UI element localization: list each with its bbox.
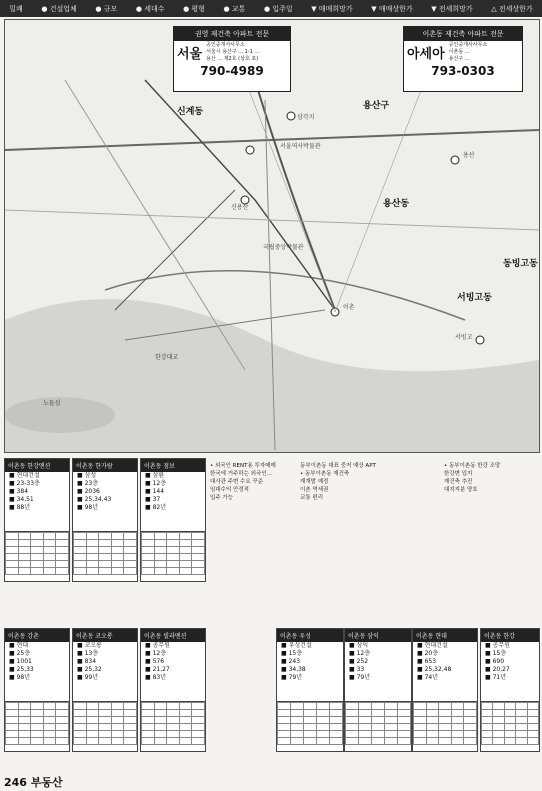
listing-card-title: 이촌동 한강 (481, 629, 539, 642)
ad-right-name: 아세아 (407, 47, 445, 62)
listing-card-row: ■ 83년 (145, 674, 167, 681)
price-table (345, 701, 411, 745)
listing-card (72, 628, 138, 752)
price-table (5, 701, 69, 745)
listing-card-title: 이촌동 코오롱 (73, 629, 137, 642)
text-line: 재개발 예정 (300, 479, 329, 485)
listing-card-row: ■ 23층 (77, 480, 99, 487)
listing-card-row: ■ 삼환 (145, 472, 165, 479)
text-line: 재건축 추진 (444, 479, 473, 485)
listing-card-title: 이촌동 점보 (141, 459, 205, 472)
listing-card (140, 628, 206, 752)
text-line: 동부이촌동 대표 중저 예상 APT (300, 463, 376, 469)
listing-card-title: 이촌동 현대 (413, 629, 477, 642)
listing-card-title: 이촌동 한강맨션 (5, 459, 69, 472)
listing-card-row: ■ 98년 (77, 504, 99, 511)
listing-card-row: ■ 23-33층 (9, 480, 40, 487)
listing-card-row: ■ 88년 (9, 504, 31, 511)
listing-card-row: ■ 삼익 (349, 642, 369, 649)
price-table (141, 701, 205, 745)
listing-card-row: ■ 243 (281, 658, 301, 665)
ad-right-header: 이촌동 재건축 아파트 전문 (404, 27, 522, 41)
label-s4: 용산 (463, 152, 475, 159)
listing-card-row: ■ 공무원 (485, 642, 510, 649)
label-area2: 용산구 (363, 101, 390, 111)
listing-card (480, 628, 540, 752)
listing-card-row: ■ 98년 (9, 674, 31, 681)
listing-card (344, 628, 412, 752)
text-line: 입주 가능 (210, 495, 234, 501)
ad-left (173, 26, 291, 92)
listing-card-row: ■ 252 (349, 658, 369, 665)
label-s2: 신용산 (231, 204, 249, 211)
label-area4: 서빙고동 (457, 293, 492, 303)
listing-card-title: 이촌동 삼익 (345, 629, 411, 642)
text-column (210, 462, 296, 502)
ad-right-line2: 용산구 ... (448, 56, 470, 62)
text-line: 대사관 주변 수요 꾸준 (210, 479, 264, 485)
nav-item: ● 교통 (223, 4, 246, 13)
nav-item: △ 전세상한가 (491, 4, 533, 13)
price-table (481, 701, 539, 745)
ad-left-header: 권영 재건축 아파트 전문 (174, 27, 290, 41)
listing-card-row: ■ 653 (417, 658, 437, 665)
nav-item: ▼ 매매상한가 (371, 4, 413, 13)
listing-card-title: 이촌동 우성 (277, 629, 343, 642)
ad-right-line1: 이촌동 ... (448, 49, 470, 55)
label-s7: 국립중앙박물관 (263, 244, 304, 251)
nav-item: ▼ 매매희망가 (311, 4, 353, 13)
listing-card-row: ■ 2036 (77, 488, 100, 495)
price-table (73, 701, 137, 745)
label-s1: 삼각지 (297, 114, 315, 121)
listing-card-row: ■ 12층 (349, 650, 371, 657)
ad-right-sub: 공인중개사사무소 (448, 42, 488, 48)
listing-card-row: ■ 834 (77, 658, 97, 665)
label-area7: 노들섬 (43, 400, 61, 407)
listing-card-row: ■ 코오롱 (77, 642, 102, 649)
listing-card-row: ■ 33 (349, 666, 365, 673)
listing-card-row: ■ 576 (145, 658, 165, 665)
listing-card-row: ■ 34,38 (281, 666, 306, 673)
listing-card-row: ■ 34,51 (9, 496, 34, 503)
nav-item: ● 평형 (183, 4, 205, 13)
label-s5: 한강대교 (155, 354, 179, 361)
text-line: 교통 편리 (300, 495, 324, 501)
listing-card-row: ■ 37 (145, 496, 161, 503)
listing-card-row: ■ 공무원 (145, 642, 170, 649)
ad-left-phone: 790-4989 (200, 64, 264, 78)
listing-card (412, 628, 478, 752)
listing-card-row: ■ 25,33 (9, 666, 34, 673)
nav-item: ● 규모 (95, 4, 118, 13)
text-line: 대지지분 양호 (444, 487, 478, 493)
listing-card-row: ■ 99년 (77, 674, 99, 681)
listing-card (276, 628, 344, 752)
location-map (4, 19, 540, 453)
text-line: 한국에 거주하는 외국인... (210, 471, 272, 477)
listing-card-row: ■ 20층 (417, 650, 439, 657)
listing-card-row: ■ 현대건설 (417, 642, 448, 649)
page-footer: 246 부동산 (4, 776, 63, 789)
listing-card-row: ■ 20,27 (485, 666, 510, 673)
nav-item: ● 입주일 (263, 4, 293, 13)
listing-card-row: ■ 15층 (281, 650, 303, 657)
top-nav (0, 0, 542, 17)
price-table (73, 531, 137, 575)
text-line: • 동부이촌동 한강 조망 (444, 463, 501, 469)
listing-card-title: 이촌동 빌라맨션 (141, 629, 205, 642)
listing-card-row: ■ 15층 (485, 650, 507, 657)
listing-card (72, 458, 138, 582)
listing-card-row: ■ 삼성 (77, 472, 97, 479)
text-line: 한강변 입지 (444, 471, 473, 477)
listing-card-row: ■ 79년 (349, 674, 371, 681)
text-line: 임대수익 안정적 (210, 487, 249, 493)
listing-card-row: ■ 12층 (145, 480, 167, 487)
text-line: • 동부이촌동 재건축 (300, 471, 350, 477)
ad-left-line2: 용산 ... 제2호 (상호 포) (206, 56, 259, 62)
ad-left-name: 서울 (177, 47, 203, 62)
label-area1: 신계동 (177, 107, 204, 117)
listing-card-row: ■ 384 (9, 488, 29, 495)
listing-card-row: ■ 25,32 (77, 666, 102, 673)
listing-card-row: ■ 현대건설 (9, 472, 40, 479)
listing-card-row: ■ 현대 (9, 642, 29, 649)
price-table (413, 701, 477, 745)
listing-card-title: 이촌동 한가람 (73, 459, 137, 472)
text-line: • 외국인 RENT용 투자매매 (210, 463, 276, 469)
text-column (300, 462, 386, 502)
price-table (277, 701, 343, 745)
listing-card (140, 458, 206, 582)
ad-left-line1: 서울시 용산구 ... 1-1 ... (206, 49, 260, 55)
label-s3: 서빙고 (455, 334, 473, 341)
ad-right-phone: 793-0303 (431, 64, 495, 78)
text-column (444, 462, 530, 494)
listing-card-row: ■ 21,27 (145, 666, 170, 673)
listing-card-row: ■ 우성건설 (281, 642, 312, 649)
listing-card-row: ■ 25층 (9, 650, 31, 657)
nav-item: 밀쾌 (9, 4, 23, 13)
listing-card-row: ■ 1001 (9, 658, 32, 665)
listing-card-row: ■ 25,34,43 (77, 496, 112, 503)
listing-card-row: ■ 79년 (281, 674, 303, 681)
listing-card-row: ■ 71년 (485, 674, 507, 681)
label-area3: 용산동 (383, 199, 410, 209)
listing-card-row: ■ 690 (485, 658, 505, 665)
nav-item: ▼ 전세희망가 (431, 4, 473, 13)
label-area6: 이촌 (343, 304, 355, 311)
listing-card-row: ■ 82년 (145, 504, 167, 511)
label-area5: 동빙고동 (503, 259, 538, 269)
nav-item: ● 세대수 (135, 4, 165, 13)
price-table (5, 531, 69, 575)
listing-card-row: ■ 12층 (145, 650, 167, 657)
nav-item: ● 건설업체 (41, 4, 77, 13)
listing-card-row: ■ 144 (145, 488, 165, 495)
text-line: 이촌 역세권 (300, 487, 329, 493)
listing-card-row: ■ 74년 (417, 674, 439, 681)
ad-left-sub: 공인중개사사무소 (206, 42, 245, 48)
ad-right (403, 26, 523, 92)
listing-card-row: ■ 13층 (77, 650, 99, 657)
listing-card-title: 이촌동 강촌 (5, 629, 69, 642)
listing-card (4, 458, 70, 582)
label-s6: 서울역사박물관 (280, 143, 321, 150)
price-table (141, 531, 205, 575)
listing-card-row: ■ 25,32,48 (417, 666, 452, 673)
listing-card (4, 628, 70, 752)
